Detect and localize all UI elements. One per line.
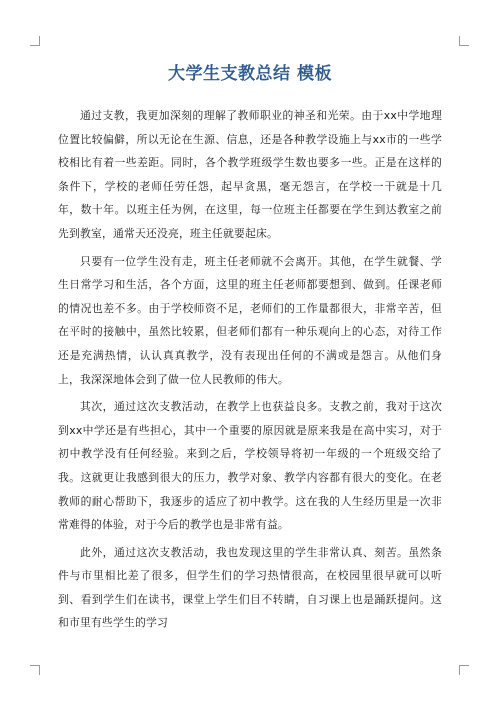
paragraph-1: 通过支教，我更加深刻的理解了教师职业的神圣和光荣。由于xx中学地理位置比较偏僻，所以无论在生源、信息，还是各种教学设施上与xx市的一些学校相比有着一些差距。同时，各个教学班级学生数也要多一些。正是在这样的条件下，学校的老师任劳任怨，起早贪黑，毫无怨言，在学校一干就是十几年，数十年。以班主任为例，在这里，每一位班主任都要在学生到达教室之前先到教室，通常天还没亮，班主任就要起床。 <box>58 109 442 240</box>
document-body <box>58 104 442 639</box>
paragraph-4: 此外，通过这次支教活动，我也发现这里的学生非常认真、刻苦。虽然条件与市里相比差了很多，但学生们的学习热情很高，在校园里很早就可以听到、看到学生们在读书，课堂上学生们目不转睛，自习课上也是踊跃提问。这和市里有些学生的学习 <box>58 545 442 630</box>
paragraph-3: 其次，通过这次支教活动，在教学上也获益良多。支教之前，我对于这次到xx中学还是有些担心，其中一个重要的原因就是原来我是在高中实习，对于初中教学没有任何经验。来到之后，学校领导将初一年级的一个班级交给了我。这就更让我感到很大的压力，教学对象、教学内容都有很大的变化。在老教师的耐心帮助下，我逐步的适应了初中教学。这在我的人生经历里是一次非常难得的体验，对于今后的教学也是非常有益。 <box>58 400 442 532</box>
page-corner-mark-bottom-right <box>459 665 469 675</box>
document-title: 大学生支教总结 模板 <box>168 64 332 84</box>
page-corner-mark-bottom-left <box>30 665 40 675</box>
page-corner-mark-top-right <box>459 36 469 46</box>
page-corner-mark-top-left <box>30 36 40 46</box>
paragraph-2: 只要有一位学生没有走，班主任老师就不会离开。其他，在学生就餐、学生日常学习和生活，各个方面，这里的班主任老师都要想到、做到。任课老师的情况也差不多。由于学校师资不足，老师们的工作量都很大，非常辛苦，但在平时的接触中，虽然比较累，但老师们都有一种乐观向上的心态，对待工作还是充满热情，认认真真教学，没有表现出任何的不满或是怨言。从他们身上，我深深地体会到了做一位人民教师的伟大。 <box>58 254 442 386</box>
